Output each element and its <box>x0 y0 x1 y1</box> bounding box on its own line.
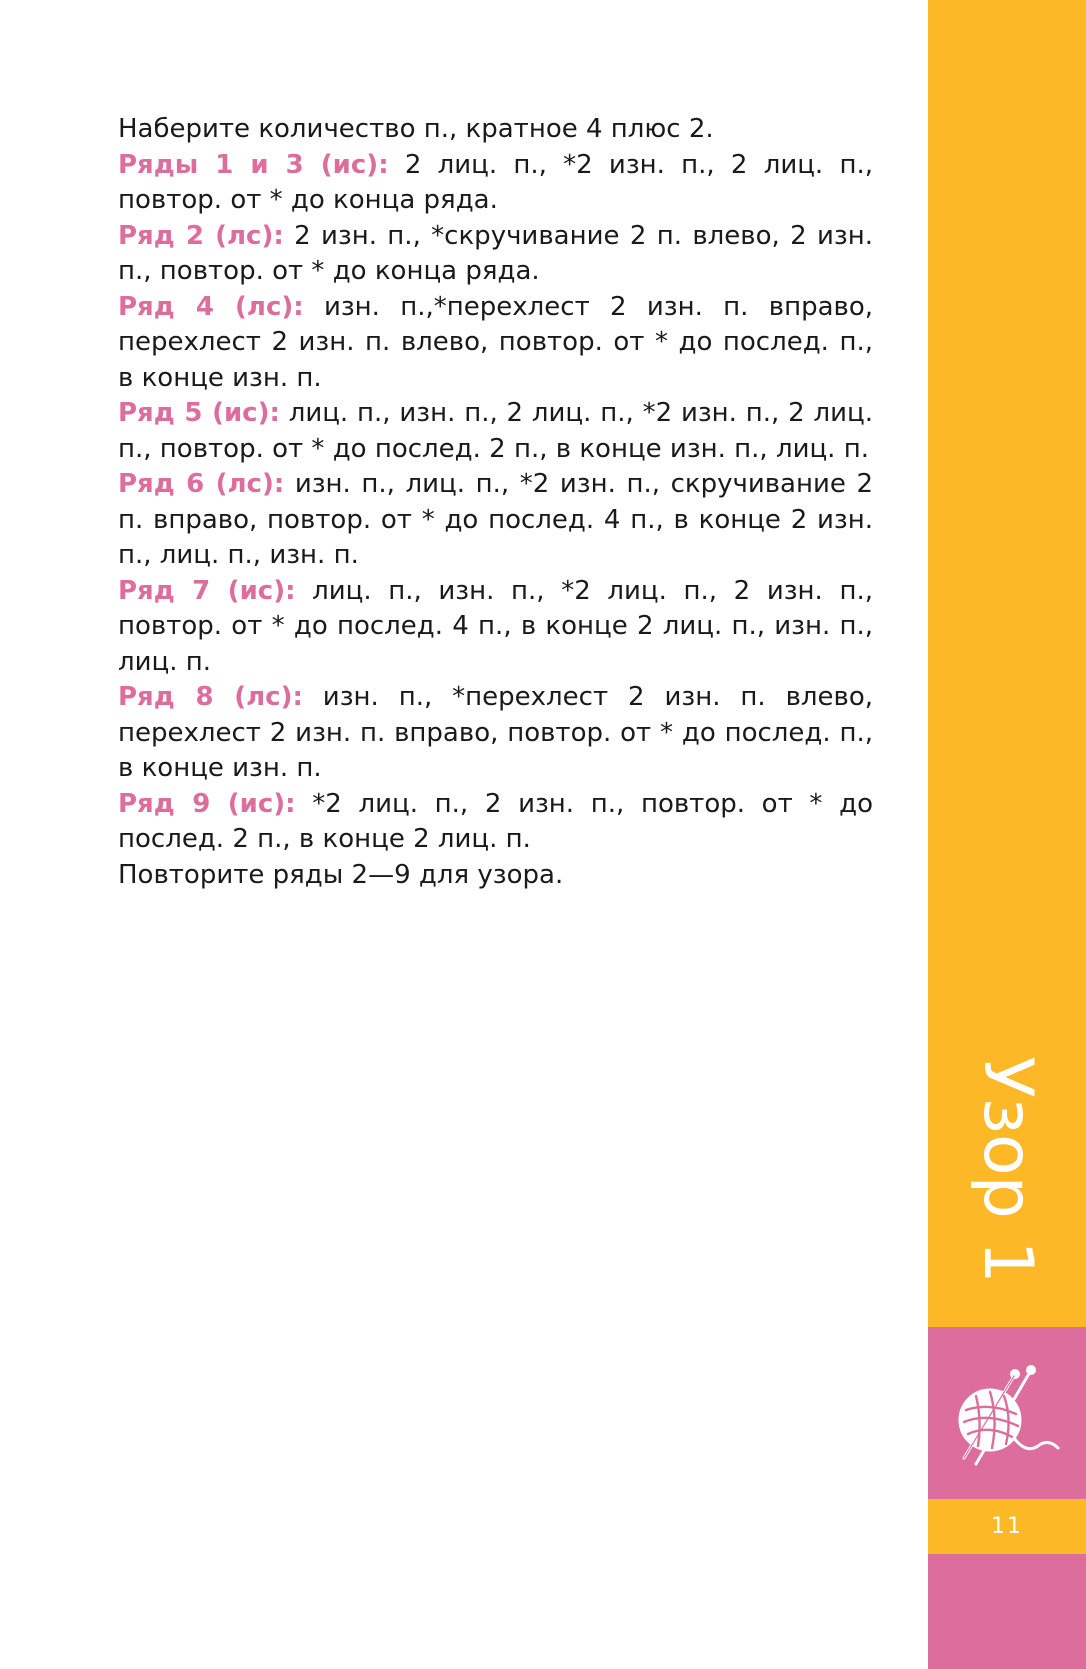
row-label: Ряд 6 (лс): <box>118 469 285 499</box>
row-label: Ряд 9 (ис): <box>118 788 296 819</box>
row-text: лиц. п., изн. п., 2 лиц. п., *2 изн. п., 2 лиц. п., повтор. от * до послед. 2 п., в конце изн. п., лиц. п. <box>118 398 873 464</box>
row-2 <box>118 219 873 290</box>
row-6 <box>118 467 873 574</box>
row-text: изн. п.,*перехлест 2 изн. п. вправо, перехлест 2 изн. п. влево, повтор. от * до послед. п., в конце изн. п. <box>118 291 873 393</box>
row-label: Ряд 7 (ис): <box>118 575 296 606</box>
outro-text: Повторите ряды 2—9 для узора. <box>118 859 564 890</box>
row-9 <box>118 787 873 858</box>
instructions <box>118 112 873 893</box>
row-text: лиц. п., изн. п., *2 лиц. п., 2 изн. п., повтор. от * до послед. 4 п., в конце 2 лиц. п., изн. п., лиц. п. <box>118 575 873 677</box>
intro-text: Наберите количество п., кратное 4 плюс 2. <box>118 114 714 144</box>
section-title: Узор 1 <box>968 1056 1047 1284</box>
row-8 <box>118 680 873 787</box>
row-label: Ряд 8 (лс): <box>118 682 303 712</box>
sidebar-band-bottom <box>928 1554 1086 1669</box>
row-text: *2 лиц. п., 2 изн. п., повтор. от * до послед. 2 п., в конце 2 лиц. п. <box>118 788 873 854</box>
section-title-wrap <box>928 1050 1086 1290</box>
row-label: Ряд 2 (лс): <box>118 220 284 251</box>
row-4 <box>118 290 873 397</box>
row-text: 2 изн. п., *скручивание 2 п. влево, 2 изн. п., повтор. от * до конца ряда. <box>118 220 873 286</box>
row-text: изн. п., лиц. п., *2 изн. п., скручивание 2 п. вправо, повтор. от * до послед. 4 п., в конце 2 изн. п., лиц. п., изн. п. <box>118 469 873 570</box>
page-number: 11 <box>991 1514 1023 1539</box>
row-label: Ряд 4 (лс): <box>118 291 304 322</box>
yarn-ball-icon <box>952 1362 1062 1467</box>
row-label: Ряд 5 (ис): <box>118 398 280 428</box>
row-text: 2 лиц. п., *2 изн. п., 2 лиц. п., повтор. от * до конца ряда. <box>118 149 873 215</box>
sidebar <box>928 0 1086 1669</box>
row-7 <box>118 574 873 681</box>
row-label: Ряды 1 и 3 (ис): <box>118 149 389 180</box>
row-1-3 <box>118 148 873 219</box>
row-text: изн. п., *перехлест 2 изн. п. влево, перехлест 2 изн. п. вправо, повтор. от * до послед. п., в конце изн. п. <box>118 682 873 783</box>
row-5 <box>118 396 873 467</box>
